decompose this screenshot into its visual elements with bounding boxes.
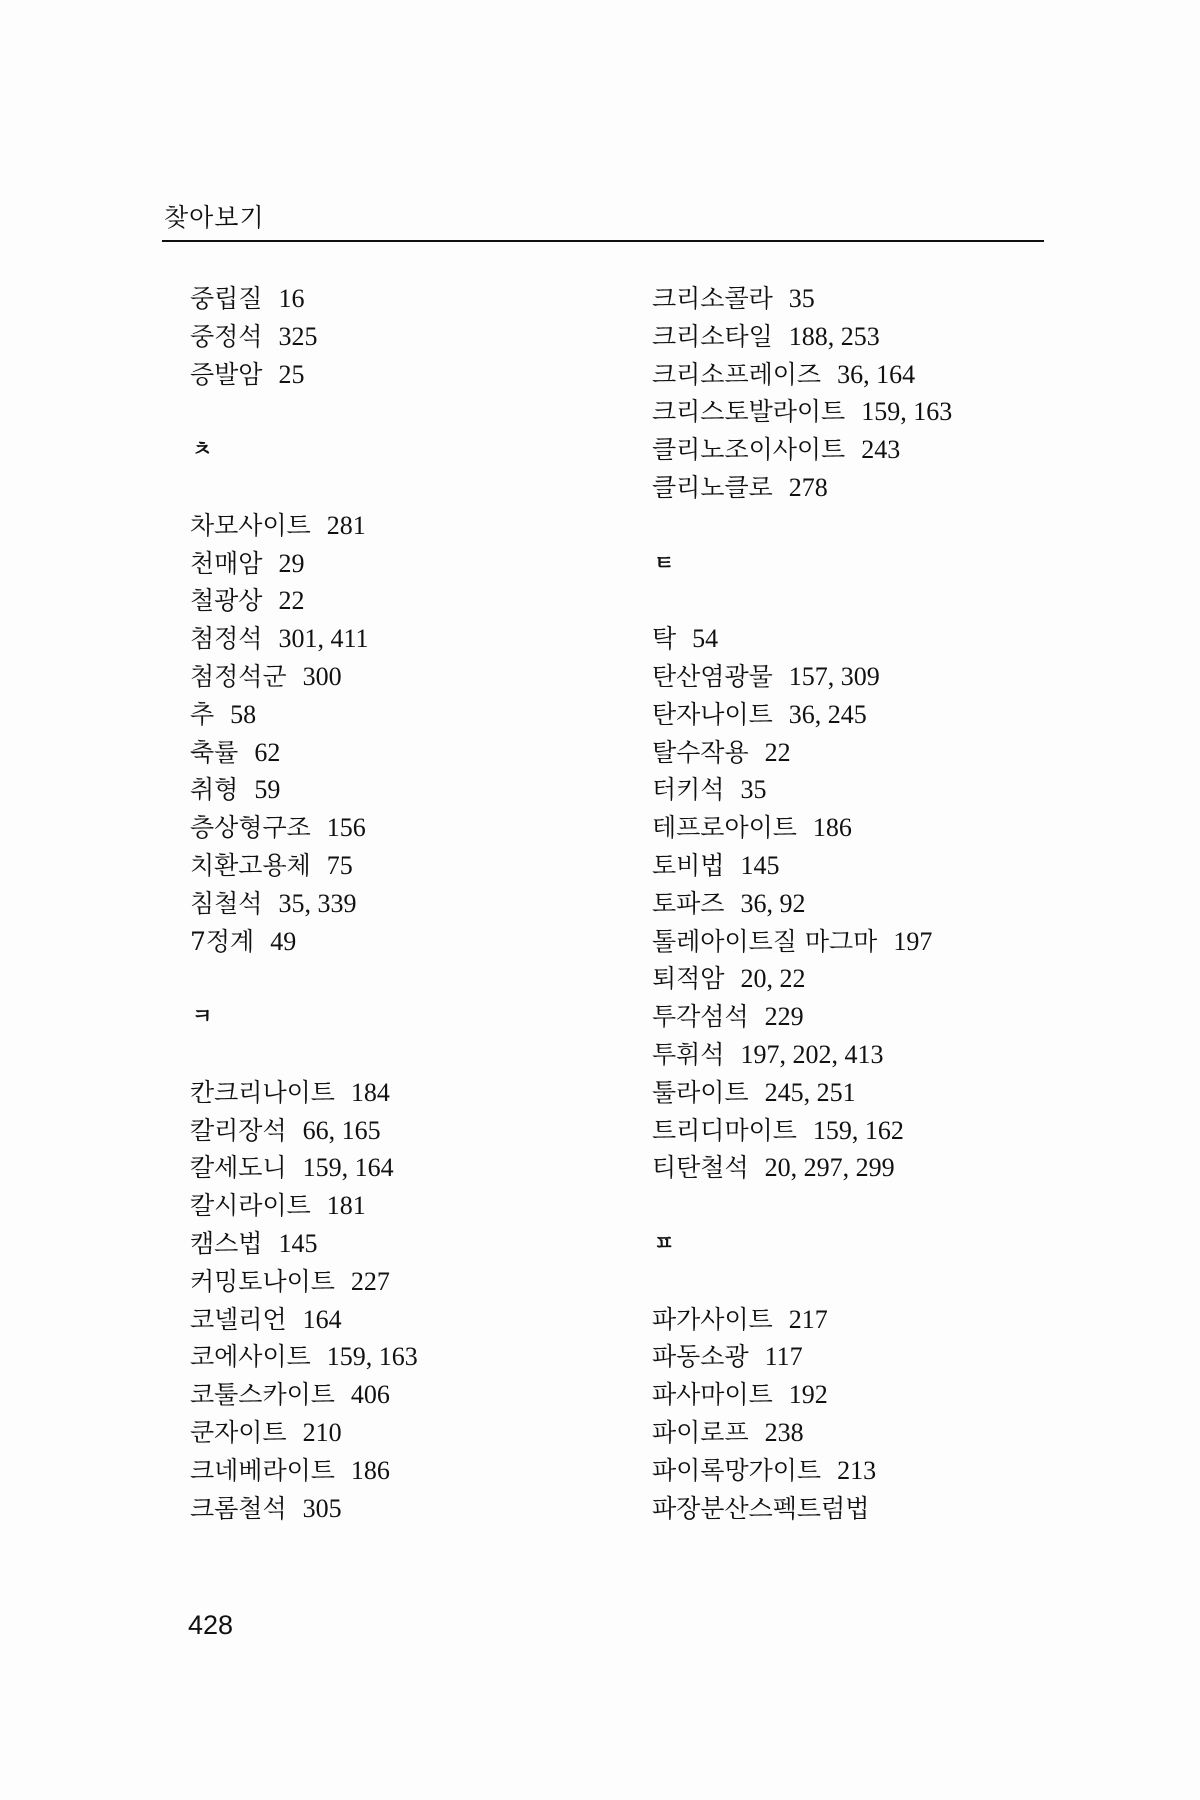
index-entry	[190, 1149, 610, 1187]
index-entry	[652, 960, 1072, 998]
index-column-right	[652, 280, 1072, 1527]
index-page-refs: 36, 92	[740, 888, 806, 918]
index-term: 탁	[652, 624, 677, 654]
index-page-refs: 197, 202, 413	[740, 1039, 884, 1069]
section-spacer	[190, 469, 610, 507]
index-term: 파장분산스펙트럼법	[652, 1493, 870, 1523]
index-entry	[652, 469, 1072, 507]
index-page-refs: 145	[740, 850, 780, 880]
index-term: 칼리장석	[190, 1115, 287, 1145]
index-page-refs: 229	[764, 1002, 804, 1032]
index-page-refs: 29	[278, 548, 305, 578]
index-entry	[190, 280, 610, 318]
index-entry	[190, 696, 610, 734]
index-term: 파사마이트	[652, 1380, 773, 1410]
index-entry	[190, 658, 610, 696]
index-term: 트리디마이트	[652, 1115, 797, 1145]
index-page-refs: 58	[230, 699, 257, 729]
index-entry	[190, 1112, 610, 1150]
index-page-refs: 325	[278, 321, 318, 351]
index-term: 클리노조이사이트	[652, 435, 846, 465]
index-page-refs: 186	[812, 813, 852, 843]
index-entry	[652, 1452, 1072, 1490]
index-term: 중정석	[190, 321, 263, 351]
index-entry	[652, 1376, 1072, 1414]
index-page-refs: 227	[350, 1266, 390, 1296]
index-term: 크네베라이트	[190, 1455, 335, 1485]
section-spacer	[652, 1187, 1072, 1225]
index-page-refs: 281	[326, 510, 366, 540]
index-entry	[190, 1225, 610, 1263]
index-entry	[190, 923, 610, 961]
index-page-refs: 301, 411	[278, 624, 369, 654]
index-entry	[652, 847, 1072, 885]
index-entry	[190, 1301, 610, 1339]
index-entry	[652, 1036, 1072, 1074]
index-page-refs: 36, 245	[788, 699, 867, 729]
index-entry	[190, 1376, 610, 1414]
index-term: 칼시라이트	[190, 1191, 311, 1221]
index-term: 크리소콜라	[652, 284, 773, 313]
index-page-refs: 16	[278, 284, 305, 313]
index-page-refs: 238	[764, 1417, 804, 1447]
index-term: 커밍토나이트	[190, 1266, 335, 1296]
section-spacer	[190, 1036, 610, 1074]
index-term: 칸크리나이트	[190, 1077, 335, 1107]
index-column-left	[190, 280, 610, 1527]
index-entry	[652, 771, 1072, 809]
index-section-letter: ㅊ	[192, 437, 213, 462]
index-term: 터키석	[652, 775, 725, 805]
index-page-refs: 186	[350, 1455, 390, 1485]
index-page-refs: 300	[302, 661, 342, 691]
index-term: 취형	[190, 775, 239, 805]
index-term: 투휘석	[652, 1039, 725, 1069]
index-page-refs: 35, 339	[278, 888, 357, 918]
index-term: 탈수작용	[652, 737, 749, 767]
index-term: 캠스법	[190, 1228, 263, 1258]
index-term: 티탄철석	[652, 1153, 749, 1183]
index-term: 탄자나이트	[652, 699, 773, 729]
index-page-refs: 245, 251	[764, 1077, 856, 1107]
index-term: 투각섬석	[652, 1002, 749, 1032]
index-term: 크리스토발라이트	[652, 397, 846, 427]
index-page-refs: 188, 253	[788, 321, 880, 351]
index-entry	[652, 734, 1072, 772]
index-term: 중립질	[190, 284, 263, 313]
index-entry	[652, 696, 1072, 734]
index-term: 코툴스카이트	[190, 1380, 335, 1410]
index-entry	[652, 923, 1072, 961]
index-page-refs: 181	[326, 1191, 366, 1221]
index-entry	[652, 356, 1072, 394]
index-page-refs: 217	[788, 1304, 828, 1334]
index-page-refs: 406	[350, 1380, 390, 1410]
index-page-refs: 210	[302, 1417, 342, 1447]
index-entry	[190, 1187, 610, 1225]
index-page-refs: 243	[861, 435, 901, 465]
index-term: 차모사이트	[190, 510, 311, 540]
index-entry	[190, 1338, 610, 1376]
index-section-letter: ㅋ	[192, 1004, 213, 1029]
index-term: 탄산염광물	[652, 661, 773, 691]
index-entry	[190, 1490, 610, 1528]
index-term: 크리소타일	[652, 321, 773, 351]
index-page-refs: 22	[278, 586, 305, 616]
index-term: 증발암	[190, 359, 263, 389]
index-page-refs: 25	[278, 359, 305, 389]
index-page-refs: 20, 297, 299	[764, 1153, 895, 1183]
index-entry	[652, 1074, 1072, 1112]
section-spacer	[190, 393, 610, 431]
index-term: 톨레아이트질 마그마	[652, 926, 878, 956]
index-entry	[190, 734, 610, 772]
index-entry	[652, 1338, 1072, 1376]
index-entry	[652, 431, 1072, 469]
index-entry	[190, 809, 610, 847]
header-rule	[162, 240, 1044, 242]
section-spacer	[652, 582, 1072, 620]
index-entry	[652, 620, 1072, 658]
index-page-refs: 213	[837, 1455, 877, 1485]
index-page-refs: 49	[270, 926, 297, 956]
index-entry	[190, 885, 610, 923]
index-page-refs: 159, 162	[812, 1115, 904, 1145]
index-entry	[652, 1414, 1072, 1452]
index-entry	[190, 1414, 610, 1452]
index-entry	[190, 356, 610, 394]
index-entry	[652, 1112, 1072, 1150]
index-term: 천매암	[190, 548, 263, 578]
index-term: 첨정석군	[190, 661, 287, 691]
index-term: 칼세도니	[190, 1153, 287, 1183]
index-term: 치환고용체	[190, 850, 311, 880]
index-page-refs: 159, 164	[302, 1153, 394, 1183]
index-page-refs: 164	[302, 1304, 342, 1334]
index-term: 첨정석	[190, 624, 263, 654]
index-page-refs: 305	[302, 1493, 342, 1523]
index-page-refs: 156	[326, 813, 366, 843]
index-term: 쿤자이트	[190, 1417, 287, 1447]
index-term: 파동소광	[652, 1342, 749, 1372]
index-page-refs: 54	[692, 624, 719, 654]
index-term: 코넬리언	[190, 1304, 287, 1334]
index-page-refs: 36, 164	[837, 359, 916, 389]
index-term: 철광상	[190, 586, 263, 616]
index-page-refs: 278	[788, 472, 828, 502]
index-entry	[652, 1149, 1072, 1187]
index-entry	[652, 280, 1072, 318]
index-term: 파이록망가이트	[652, 1455, 822, 1485]
index-term: 토파즈	[652, 888, 725, 918]
index-section-letter: ㅌ	[654, 550, 675, 575]
index-page-refs: 59	[254, 775, 281, 805]
index-term: 크리소프레이즈	[652, 359, 822, 389]
index-entry	[652, 393, 1072, 431]
index-page-refs: 66, 165	[302, 1115, 381, 1145]
index-page-refs: 20, 22	[740, 964, 806, 994]
index-entry	[190, 1452, 610, 1490]
index-page-refs: 157, 309	[788, 661, 880, 691]
index-page-refs: 197	[893, 926, 933, 956]
index-term: 축률	[190, 737, 239, 767]
index-term: 코에사이트	[190, 1342, 311, 1372]
index-term: 툴라이트	[652, 1077, 749, 1107]
index-term: 테프로아이트	[652, 813, 797, 843]
index-page-refs: 117	[764, 1342, 803, 1372]
index-page-refs: 35	[788, 284, 815, 313]
running-header: 찾아보기	[164, 203, 265, 232]
index-section-letter: ㅍ	[654, 1230, 675, 1255]
index-entry	[652, 998, 1072, 1036]
index-entry	[652, 809, 1072, 847]
index-page-refs: 35	[740, 775, 767, 805]
index-entry	[190, 771, 610, 809]
index-page-refs: 184	[350, 1077, 390, 1107]
index-entry	[190, 545, 610, 583]
index-entry	[652, 1490, 1072, 1528]
index-term: 층상형구조	[190, 813, 311, 843]
index-entry	[190, 847, 610, 885]
page-number: 428	[188, 1610, 234, 1640]
index-entry	[190, 582, 610, 620]
index-page-refs: 62	[254, 737, 281, 767]
index-entry	[652, 658, 1072, 696]
index-entry	[190, 318, 610, 356]
index-term: 침철석	[190, 888, 263, 918]
index-entry	[652, 318, 1072, 356]
index-term: 7정계	[190, 926, 255, 956]
index-page-refs: 159, 163	[326, 1342, 418, 1372]
index-entry	[190, 1074, 610, 1112]
index-term: 퇴적암	[652, 964, 725, 994]
index-term: 크롬철석	[190, 1493, 287, 1523]
index-entry	[190, 620, 610, 658]
index-term: 파이로프	[652, 1417, 749, 1447]
index-term: 클리노클로	[652, 472, 773, 502]
index-entry	[652, 1301, 1072, 1339]
index-entry	[190, 507, 610, 545]
index-term: 토비법	[652, 850, 725, 880]
index-term: 파가사이트	[652, 1304, 773, 1334]
index-page-refs: 75	[326, 850, 353, 880]
index-page-refs: 145	[278, 1228, 318, 1258]
index-entry	[190, 1263, 610, 1301]
section-spacer	[652, 1263, 1072, 1301]
index-entry	[652, 885, 1072, 923]
section-spacer	[190, 960, 610, 998]
index-page-refs: 192	[788, 1380, 828, 1410]
index-page-refs: 22	[764, 737, 791, 767]
index-page-refs: 159, 163	[861, 397, 953, 427]
index-term: 추	[190, 699, 215, 729]
section-spacer	[652, 507, 1072, 545]
